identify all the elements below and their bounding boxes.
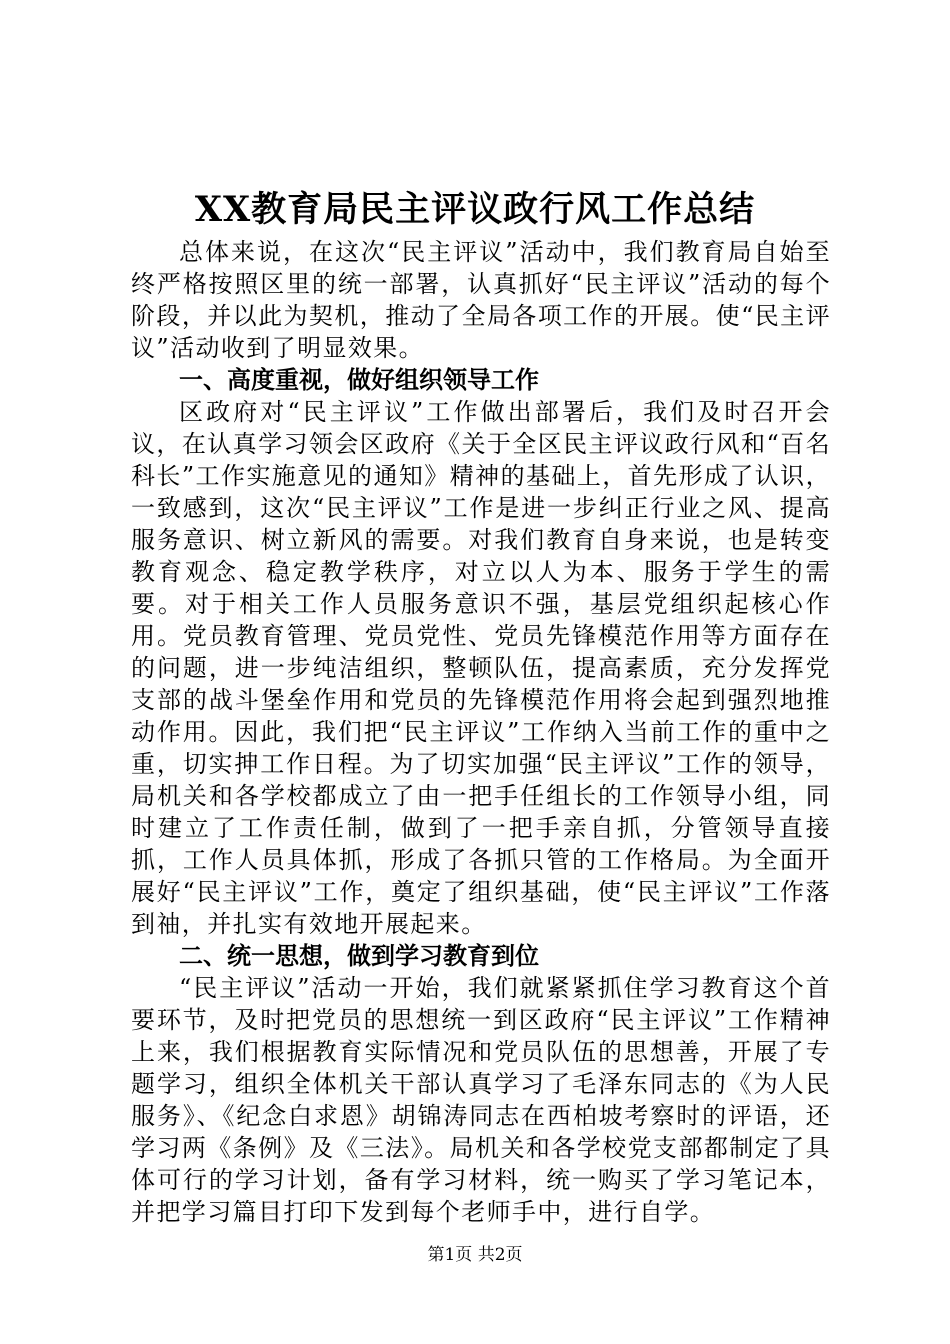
section-2-heading: 二、统一思想，做到学习教育到位 [179,942,539,970]
intro-paragraph: 总体来说，在这次“民主评议”活动中，我们教育局自始至终严格按照区里的统一部署，认真抓好“民主评议”活动的每个阶段，并以此为契机，推动了全局各项工作的开展。使“民主评议”活动收到了明显效果。 [131,238,831,362]
page-footer: 第1页 共2页 [427,1245,523,1265]
section-1-heading: 一、高度重视，做好组织领导工作 [179,366,539,394]
document-body [131,236,831,1228]
document-title: XX教育局民主评议政行风工作总结 [194,189,756,230]
section-1-paragraph: 区政府对“民主评议”工作做出部署后，我们及时召开会议，在认真学习领会区政府《关于全区民主评议政行风和“百名科长”工作实施意见的通知》精神的基础上，首先形成了认识，一致感到，这次“民主评议”工作是进一步纠正行业之风、提高服务意识、树立新风的需要。对我们教育自身来说，也是转变教育观念、稳定教学秩序，对立以人为本、服务于学生的需要。对于相关工作人员服务意识不强，基层党组织起核心作用。党员教育管理、党员党性、党员先锋模范作用等方面存在的问题，进一步纯洁组织，整顿队伍，提高素质，充分发挥党支部的战斗堡垒作用和党员的先锋模范作用将会起到强烈地推动作用。因此，我们把“民主评议”工作纳入当前工作的重中之重，切实抻工作日程。为了切实加强“民主评议”工作的领导，局机关和各学校都成立了由一把手任组长的工作领导小组，同时建立了工作责任制，做到了一把手亲自抓，分管领导直接抓，工作人员具体抓，形成了各抓只管的工作格局。为全面开展好“民主评议”工作，奠定了组织基础，使“民主评议”工作落到䄂，并扎实有效地开展起来。 [131,398,831,938]
section-2-paragraph: “民主评议”活动一开始，我们就紧紧抓住学习教育这个首要环节，及时把党员的思想统一到区政府“民主评议”工作精神上来，我们根据教育实际情况和党员队伍的思想善，开展了专题学习，组织全体机关干部认真学习了毛泽东同志的《为人民服务》、《纪念白求恩》胡锦涛同志在西柏坡考察时的评语，还学习两《条例》及《三法》。局机关和各学校党支部都制定了具体可行的学习计划，备有学习材料，统一购买了学习笔记本，并把学习篇目打印下发到每个老师手中，进行自学。 [131,974,831,1226]
